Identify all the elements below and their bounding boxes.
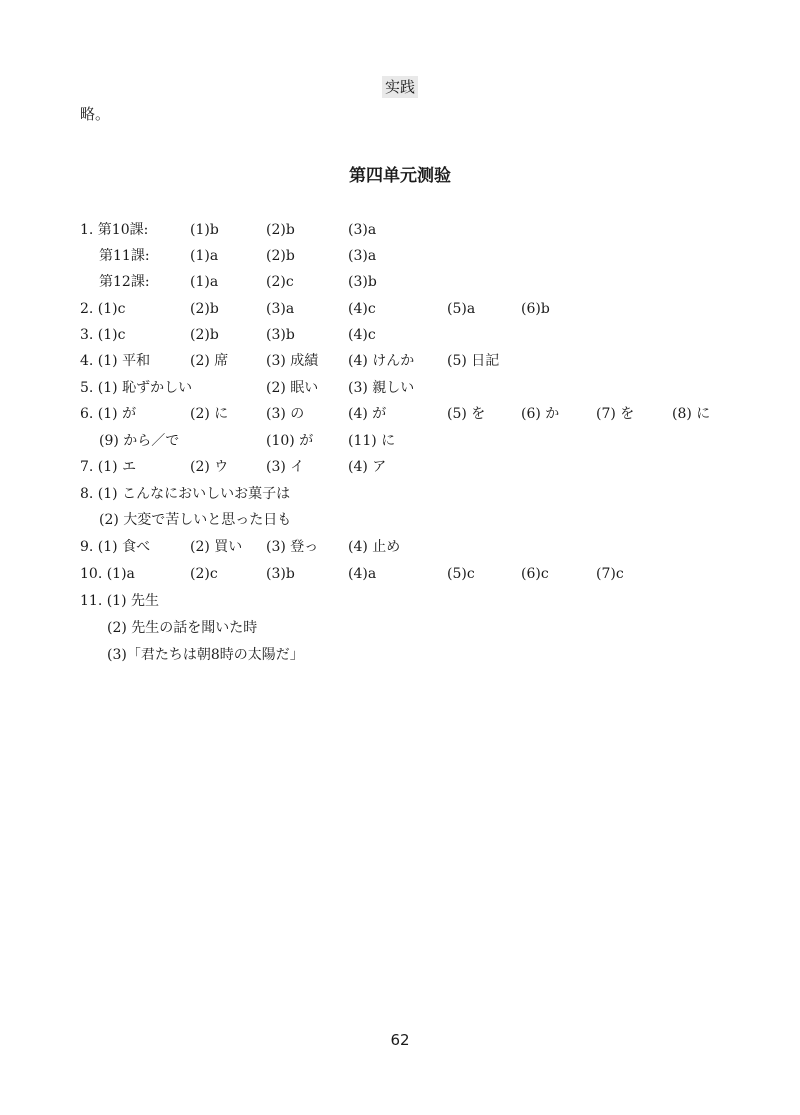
- answer-cell: (2) 先生の話を聞いた時: [107, 620, 258, 636]
- answer-cell: 9. (1) 食べ: [80, 539, 151, 555]
- answer-cell: (3)a: [266, 301, 295, 317]
- answer-cell: (3) 登っ: [266, 539, 319, 555]
- answer-cell: (2) 大変で苦しいと思った日も: [99, 512, 292, 528]
- answer-cell: (10) が: [266, 433, 314, 449]
- answer-cell: 第12課:: [99, 274, 150, 290]
- answer-cell: (3)b: [348, 274, 377, 290]
- answer-row: [0, 508, 800, 532]
- answer-cell: (2)b: [190, 301, 219, 317]
- section-note: 略。: [80, 105, 111, 123]
- answer-row: [0, 643, 800, 667]
- answer-cell: (5)a: [447, 301, 476, 317]
- answer-cell: (2) に: [190, 406, 229, 422]
- answer-row: [0, 589, 800, 613]
- answer-cell: (1)a: [190, 274, 219, 290]
- section-label: 实践: [382, 76, 418, 98]
- page-number: 62: [390, 1031, 410, 1049]
- answer-cell: 8. (1) こんなにおいしいお菓子は: [80, 486, 291, 502]
- answer-row: [0, 616, 800, 640]
- answer-cell: (3)「君たちは朝8時の太陽だ」: [107, 647, 304, 663]
- answer-cell: (7)c: [596, 566, 624, 582]
- answer-cell: (2) ウ: [190, 459, 229, 475]
- answer-row: [0, 535, 800, 559]
- answer-cell: (3) イ: [266, 459, 305, 475]
- answer-cell: (2) 買い: [190, 539, 243, 555]
- answer-cell: (2)b: [266, 222, 295, 238]
- answer-cell: (4)a: [348, 566, 377, 582]
- answer-row: [0, 376, 800, 400]
- answer-cell: (5)c: [447, 566, 475, 582]
- answer-cell: (1)a: [190, 248, 219, 264]
- answer-cell: (3) 成績: [266, 353, 319, 369]
- answer-cell: 2. (1)c: [80, 301, 126, 317]
- answer-cell: (5) 日記: [447, 353, 500, 369]
- answer-cell: (2)b: [266, 248, 295, 264]
- page-title: 第四单元测验: [349, 166, 451, 186]
- answer-row: [0, 297, 800, 321]
- answer-cell: (2)b: [190, 327, 219, 343]
- answer-row: [0, 323, 800, 347]
- answer-cell: (4) ア: [348, 459, 387, 475]
- answer-cell: (2)c: [266, 274, 294, 290]
- answer-cell: (4) 止め: [348, 539, 401, 555]
- answer-cell: (2)c: [190, 566, 218, 582]
- answer-cell: 10. (1)a: [80, 566, 135, 582]
- answer-cell: (3)a: [348, 248, 377, 264]
- answer-row: [0, 429, 800, 453]
- answer-row: [0, 562, 800, 586]
- answer-cell: (1)b: [190, 222, 219, 238]
- answer-cell: (9) から／で: [99, 433, 180, 449]
- answer-cell: (4)c: [348, 301, 376, 317]
- answer-row: [0, 244, 800, 268]
- answer-row: [0, 402, 800, 426]
- answer-cell: 4. (1) 平和: [80, 353, 151, 369]
- answer-cell: (7) を: [596, 406, 635, 422]
- answer-cell: (6)c: [521, 566, 549, 582]
- answer-cell: (3) の: [266, 406, 305, 422]
- answer-cell: (3)b: [266, 327, 295, 343]
- answer-cell: (3)b: [266, 566, 295, 582]
- answer-cell: 5. (1) 恥ずかしい: [80, 380, 193, 396]
- answer-cell: (6)b: [521, 301, 550, 317]
- answer-cell: (4) が: [348, 406, 387, 422]
- answer-cell: (5) を: [447, 406, 486, 422]
- answer-cell: 第11課:: [99, 248, 150, 264]
- answer-cell: (6) か: [521, 406, 560, 422]
- answer-row: [0, 455, 800, 479]
- answer-cell: (2) 席: [190, 353, 229, 369]
- answer-row: [0, 270, 800, 294]
- answer-row: [0, 482, 800, 506]
- answer-cell: 3. (1)c: [80, 327, 126, 343]
- answer-row: [0, 218, 800, 242]
- answer-cell: (8) に: [672, 406, 711, 422]
- answer-cell: (2) 眠い: [266, 380, 319, 396]
- answer-cell: (11) に: [348, 433, 396, 449]
- answer-cell: (3) 親しい: [348, 380, 415, 396]
- answer-cell: 1. 第10課:: [80, 222, 149, 238]
- answer-row: [0, 349, 800, 373]
- answer-cell: (3)a: [348, 222, 377, 238]
- answer-cell: 11. (1) 先生: [80, 593, 159, 609]
- answer-cell: 7. (1) エ: [80, 459, 137, 475]
- answer-cell: (4)c: [348, 327, 376, 343]
- answer-cell: (4) けんか: [348, 353, 415, 369]
- answer-cell: 6. (1) が: [80, 406, 137, 422]
